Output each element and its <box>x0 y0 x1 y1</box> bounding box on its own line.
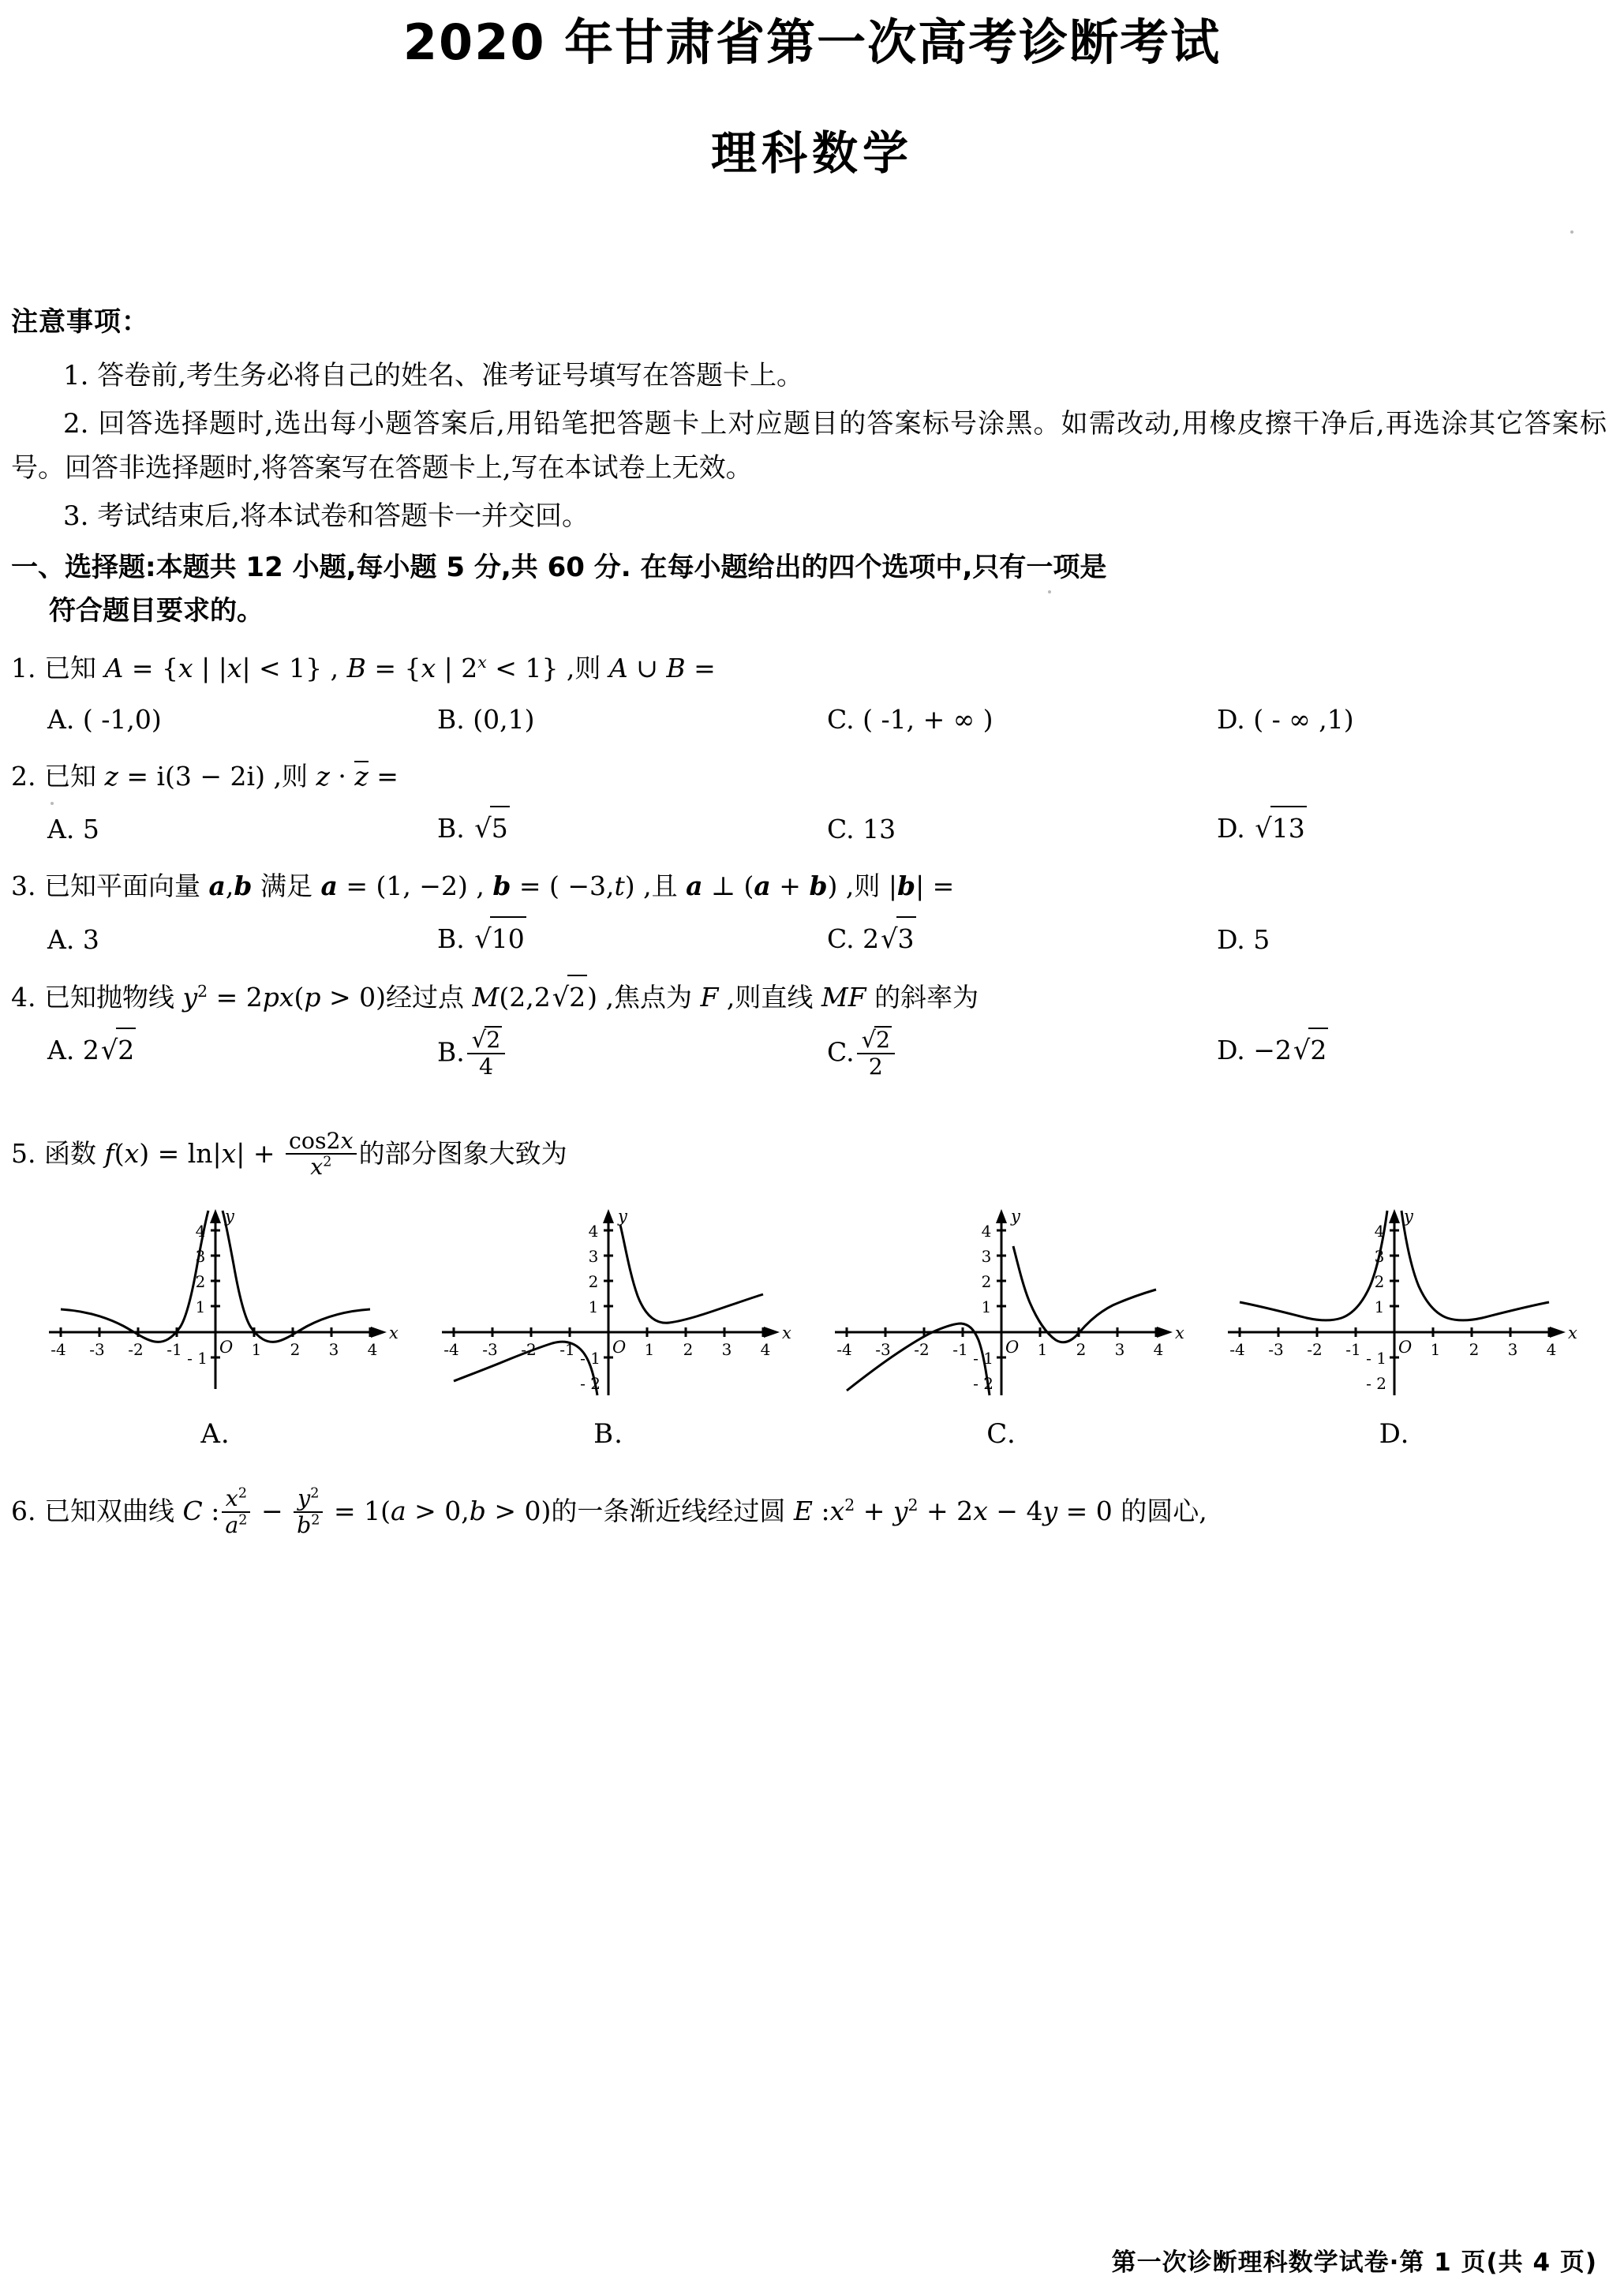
svg-text:-1: -1 <box>167 1340 182 1360</box>
question-6-stem: 6. 已知双曲线 C : $\frac{x^2}{a^2}$ − $\frac{y^2}{b^2}$ = 1(a > 0,b > 0)的一条渐近线经过圆 E $:x^2 + y^2 + 2x - 4y = 0$ 的圆心, <box>11 1485 1207 1538</box>
svg-text:3: 3 <box>981 1247 992 1267</box>
svg-text:x: x <box>782 1323 791 1343</box>
axis-label-y: y <box>225 1207 234 1226</box>
option-d[interactable]: D. −2√2 <box>1217 1028 1607 1103</box>
svg-text:1: 1 <box>1430 1340 1441 1360</box>
svg-text:4: 4 <box>981 1222 992 1241</box>
svg-text:3: 3 <box>1507 1340 1518 1360</box>
question-3-stem: 3. 已知平面向量 a,b 满足 a = (1, −2) , b = ( −3,t) ,且 a ⊥ (a + b) ,则 |b| = <box>11 870 955 901</box>
svg-text:-4: -4 <box>51 1340 66 1360</box>
svg-text:-3: -3 <box>89 1340 105 1360</box>
svg-text:1: 1 <box>1374 1297 1385 1317</box>
svg-text:4: 4 <box>1374 1222 1385 1241</box>
graph-option-d[interactable] <box>1198 1201 1591 1456</box>
svg-text:-2: -2 <box>128 1340 144 1360</box>
graph-option-c[interactable] <box>805 1201 1198 1456</box>
graph-label-c: C. <box>986 1418 1016 1451</box>
graph-option-b[interactable] <box>412 1201 805 1456</box>
svg-text:-4: -4 <box>1229 1340 1245 1360</box>
question-1-stem: 1. 已知 A = {x | |x| < 1} , B = {x | $2^x < 1$} ,则 A ∪ B = <box>11 653 716 684</box>
svg-text:3: 3 <box>328 1340 339 1360</box>
svg-text:1: 1 <box>588 1297 599 1317</box>
question-3 <box>11 865 1607 908</box>
svg-text:2: 2 <box>1469 1340 1480 1360</box>
graph-label-a: A. <box>200 1418 230 1451</box>
chart-d <box>1209 1201 1580 1398</box>
option-c[interactable]: C. 2√3 <box>827 916 1217 961</box>
svg-text:y: y <box>1404 1207 1413 1226</box>
scan-speck <box>1048 590 1051 593</box>
option-a[interactable]: A. 2√2 <box>47 1028 437 1103</box>
question-5 <box>11 1127 1607 1181</box>
svg-text:2: 2 <box>1076 1340 1087 1360</box>
section-heading-line1: 一、选择题:本题共 12 小题,每小题 5 分,共 60 分. 在每小题给出的四个选项中,只有一项是 <box>11 552 1107 584</box>
svg-text:-4: -4 <box>836 1340 852 1360</box>
svg-text:- 2: - 2 <box>973 1374 993 1394</box>
svg-text:-3: -3 <box>1268 1340 1284 1360</box>
svg-text:x: x <box>1175 1323 1184 1343</box>
svg-text:-1: -1 <box>1345 1340 1361 1360</box>
svg-text:1: 1 <box>1037 1340 1048 1360</box>
notice-heading: 注意事项： <box>11 306 149 339</box>
svg-text:1: 1 <box>251 1340 262 1360</box>
svg-text:2: 2 <box>195 1272 206 1292</box>
svg-text:4: 4 <box>760 1340 771 1360</box>
svg-text:4: 4 <box>1153 1340 1164 1360</box>
svg-text:O: O <box>1398 1338 1413 1357</box>
page-subtitle: 理科数学 <box>710 126 913 181</box>
svg-text:y: y <box>1011 1207 1020 1226</box>
svg-text:-2: -2 <box>521 1340 537 1360</box>
option-b[interactable]: B. (0,1) <box>437 704 535 736</box>
svg-text:-1: -1 <box>559 1340 575 1360</box>
svg-text:2: 2 <box>290 1340 301 1360</box>
notice-item-3: 3. 考试结束后,将本试卷和答题卡一并交回。 <box>63 500 589 532</box>
svg-text:2: 2 <box>683 1340 694 1360</box>
svg-text:2: 2 <box>981 1272 992 1292</box>
option-c[interactable]: C. 13 <box>827 814 896 845</box>
chart-b <box>423 1201 794 1398</box>
graph-option-a[interactable] <box>19 1201 412 1456</box>
svg-text:3: 3 <box>195 1247 206 1267</box>
option-b[interactable]: B. √10 <box>437 916 827 961</box>
svg-text:y: y <box>618 1207 627 1226</box>
svg-text:- 1: - 1 <box>1366 1349 1386 1368</box>
question-5-graph-row <box>11 1201 1607 1456</box>
svg-text:- 1: - 1 <box>187 1349 208 1368</box>
chart-c <box>816 1201 1187 1398</box>
svg-text:3: 3 <box>588 1247 599 1267</box>
svg-text:-2: -2 <box>1307 1340 1323 1360</box>
option-c[interactable]: C. $\frac{√2}{2}$ <box>827 1028 1217 1103</box>
svg-text:4: 4 <box>1546 1340 1557 1360</box>
svg-text:3: 3 <box>721 1340 732 1360</box>
option-d[interactable]: D. √13 <box>1217 806 1607 851</box>
svg-text:-1: -1 <box>952 1340 968 1360</box>
svg-text:-3: -3 <box>482 1340 498 1360</box>
question-2-stem: 2. 已知 z = i(3 − 2i) ,则 z · z = <box>11 760 399 792</box>
svg-text:2: 2 <box>1374 1272 1385 1292</box>
svg-text:- 1: - 1 <box>580 1349 601 1368</box>
question-2-options <box>11 806 1607 851</box>
page-title: 2020 年甘肃省第一次高考诊断考试 <box>402 13 1222 71</box>
svg-text:1: 1 <box>981 1297 992 1317</box>
svg-text:x: x <box>1568 1323 1577 1343</box>
question-4-options <box>11 1025 1607 1103</box>
option-d[interactable]: D. 5 <box>1217 923 1270 955</box>
question-1-options <box>11 698 1607 740</box>
question-1 <box>11 647 1607 691</box>
page-footer: 第一次诊断理科数学试卷·第 1 页(共 4 页) <box>1111 2248 1597 2277</box>
svg-text:4: 4 <box>195 1222 206 1241</box>
graph-label-d: D. <box>1379 1418 1410 1451</box>
svg-text:1: 1 <box>644 1340 655 1360</box>
scan-speck <box>1570 230 1573 234</box>
option-b[interactable]: B. $\frac{√2}{4}$ <box>437 1028 827 1103</box>
svg-text:-3: -3 <box>875 1340 891 1360</box>
svg-text:-4: -4 <box>443 1340 459 1360</box>
option-a[interactable]: A. ( -1,0) <box>47 704 162 736</box>
svg-text:O: O <box>612 1338 627 1357</box>
question-3-options <box>11 916 1607 961</box>
question-6 <box>11 1485 1607 1538</box>
option-a[interactable]: A. 5 <box>47 814 99 845</box>
svg-text:2: 2 <box>588 1272 599 1292</box>
notice-item-1: 1. 答卷前,考生务必将自己的姓名、准考证号填写在答题卡上。 <box>63 360 804 392</box>
question-4 <box>11 975 1607 1020</box>
svg-text:3: 3 <box>1114 1340 1125 1360</box>
question-2 <box>11 755 1607 799</box>
chart-a <box>30 1201 401 1398</box>
question-4-stem: 4. 已知抛物线 $y^2 = 2px(p > 0)$经过点 M(2,2√2) ,焦点为 F ,则直线 MF 的斜率为 <box>11 975 1607 1020</box>
scan-speck <box>51 802 54 805</box>
section-heading-line2: 符合题目要求的。 <box>49 595 264 627</box>
svg-text:- 2: - 2 <box>580 1374 601 1394</box>
svg-text:3: 3 <box>1374 1247 1385 1267</box>
option-d[interactable]: D. ( - ∞ ,1) <box>1217 704 1354 736</box>
svg-text:4: 4 <box>588 1222 599 1241</box>
question-5-stem: 5. 函数 f(x) = ln|x| + $\frac{\cos 2x}{x^2}$ 的部分图象大致为 <box>11 1127 567 1181</box>
notice-item-2: 2. 回答选择题时,选出每小题答案后,用铅笔把答题卡上对应题目的答案标号涂黑。如需改动,用橡皮擦干净后,再选涂其它答案标号。回答非选择题时,将答案写在答题卡上,写在本试卷上无效。 <box>11 407 1607 485</box>
option-c[interactable]: C. ( -1, + ∞ ) <box>827 704 993 736</box>
svg-text:O: O <box>1005 1338 1020 1357</box>
svg-text:1: 1 <box>195 1297 206 1317</box>
option-a[interactable]: A. 3 <box>47 923 99 955</box>
axis-label-x: x <box>389 1323 399 1343</box>
origin-label: O <box>219 1338 234 1357</box>
exam-content <box>0 301 1624 1539</box>
svg-text:- 2: - 2 <box>1366 1374 1386 1394</box>
option-b[interactable]: B. √5 <box>437 806 827 851</box>
svg-text:- 1: - 1 <box>973 1349 993 1368</box>
graph-label-b: B. <box>593 1418 623 1451</box>
svg-text:4: 4 <box>367 1340 378 1360</box>
svg-text:-2: -2 <box>914 1340 930 1360</box>
